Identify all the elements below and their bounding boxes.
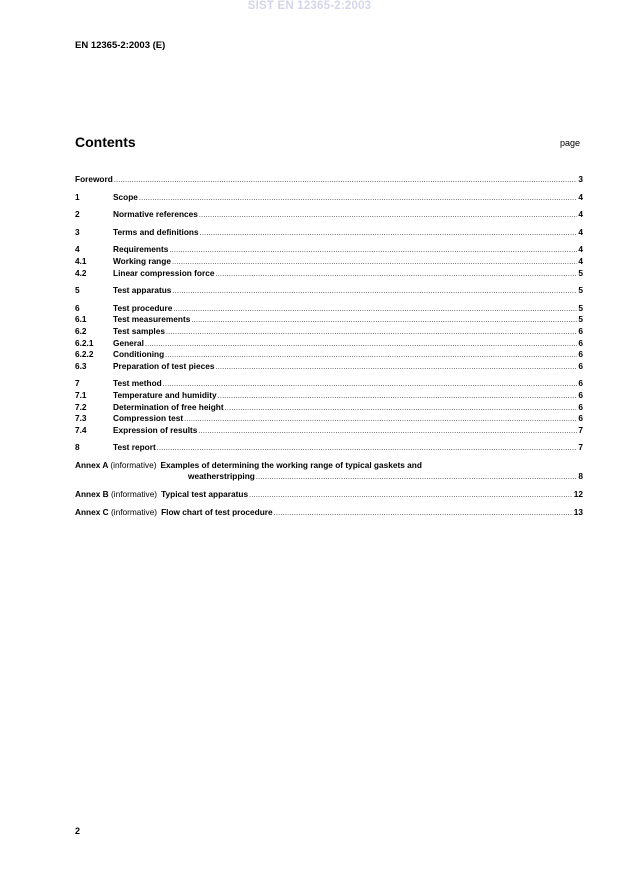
toc-entry-number: 3 (75, 226, 80, 237)
toc-entry-number: 1 (75, 191, 80, 202)
toc-entry-6-3[interactable] (75, 361, 583, 373)
toc-entry-number: 6.1 (75, 314, 87, 325)
toc-entry-number: 6.3 (75, 360, 87, 371)
toc-entry-title: Compression test (113, 413, 184, 424)
leader-dots (256, 472, 578, 484)
toc-entry-page: 6 (578, 325, 583, 336)
annex-kind: (informative) (110, 506, 158, 517)
toc-entry-6-2[interactable] (75, 326, 583, 338)
toc-entry-page: 7 (578, 442, 583, 453)
toc-entry-7-2[interactable] (75, 402, 583, 414)
toc-entry-title: Foreword (75, 174, 113, 184)
toc-entry-7-1[interactable] (75, 390, 583, 402)
page-column-label: page (559, 138, 580, 148)
document-id: EN 12365-2:2003 (E) (75, 40, 166, 51)
toc-entry-page: 4 (578, 244, 583, 255)
leader-dots (215, 269, 577, 281)
toc-entry-3[interactable] (75, 227, 583, 239)
toc-entry-number: 6.2.1 (75, 337, 94, 348)
leader-dots (249, 490, 573, 502)
toc-entry-page: 5 (578, 314, 583, 325)
toc-entry-title: Working range (113, 255, 171, 266)
contents-title: Contents (75, 134, 136, 150)
annex-label: Annex A (75, 459, 109, 470)
toc-entry-number: 7.4 (75, 424, 87, 435)
table-of-contents (75, 174, 583, 518)
toc-entry-number: 7.2 (75, 401, 87, 412)
toc-entry-annex-b[interactable] (75, 489, 583, 501)
toc-entry-title: Test procedure (113, 302, 173, 313)
toc-entry-6-2-2[interactable] (75, 349, 583, 361)
toc-entry-page: 4 (578, 255, 583, 266)
toc-entry-2[interactable] (75, 209, 583, 221)
toc-entry-1[interactable] (75, 192, 583, 204)
toc-entry-title: Terms and definitions (113, 226, 199, 237)
leader-dots (200, 228, 578, 240)
toc-entry-number: 4.2 (75, 267, 87, 278)
toc-entry-number: 6.2 (75, 325, 87, 336)
toc-entry-4-1[interactable] (75, 256, 583, 268)
toc-entry-8[interactable] (75, 442, 583, 454)
toc-entry-page: 6 (578, 349, 583, 360)
toc-entry-title: Test method (113, 378, 162, 389)
leader-dots (172, 286, 577, 298)
toc-entry-title: Preparation of test pieces (113, 360, 215, 371)
toc-entry-title: Normative references (113, 209, 198, 220)
leader-dots (215, 362, 577, 374)
toc-entry-page: 7 (578, 424, 583, 435)
toc-entry-page: 13 (573, 506, 583, 517)
toc-entry-title: Determination of free height (113, 401, 224, 412)
toc-entry-title: Linear compression force (113, 267, 215, 278)
toc-entry-page: 12 (573, 489, 583, 500)
toc-entry-7-4[interactable] (75, 425, 583, 437)
toc-entry-number: 7.1 (75, 389, 87, 400)
toc-entry-title: Conditioning (113, 349, 165, 360)
toc-entry-6-2-1[interactable] (75, 338, 583, 350)
annex-label: Annex B (75, 489, 109, 500)
toc-entry-page: 6 (578, 337, 583, 348)
toc-entry-number: 7.3 (75, 413, 87, 424)
leader-dots (157, 443, 578, 455)
toc-entry-page: 4 (578, 191, 583, 202)
toc-entry-annex-a[interactable] (75, 460, 583, 472)
toc-entry-title: Test measurements (113, 314, 191, 325)
watermark: SIST EN 12365-2:2003 (247, 0, 372, 12)
annex-kind: (informative) (110, 489, 158, 500)
toc-entry-page: 4 (578, 226, 583, 237)
toc-entry-number: 4.1 (75, 255, 87, 266)
toc-entry-page: 5 (578, 302, 583, 313)
toc-entry-title: Expression of results (113, 424, 198, 435)
leader-dots (274, 508, 573, 520)
toc-entry-title: Test report (113, 442, 156, 453)
toc-entry-page: 4 (578, 209, 583, 220)
toc-entry-page: 8 (578, 471, 583, 482)
toc-entry-number: 5 (75, 285, 80, 296)
toc-entry-annex-c[interactable] (75, 507, 583, 519)
toc-entry-annex-a-continued[interactable] (75, 471, 583, 483)
toc-entry-number: 7 (75, 378, 80, 389)
annex-label: Annex C (75, 506, 109, 517)
toc-entry-page: 6 (578, 360, 583, 371)
leader-dots (199, 210, 578, 222)
toc-entry-6-1[interactable] (75, 314, 583, 326)
leader-dots (198, 426, 577, 438)
toc-entry-title: Test samples (113, 325, 165, 336)
toc-entry-page: 6 (578, 378, 583, 389)
toc-entry-7[interactable] (75, 378, 583, 390)
toc-entry-5[interactable] (75, 285, 583, 297)
toc-entry-title: Typical test apparatus (161, 489, 249, 500)
toc-entry-number: 4 (75, 244, 80, 255)
toc-entry-7-3[interactable] (75, 413, 583, 425)
annex-kind: (informative) (110, 459, 157, 470)
toc-entry-number: 6 (75, 302, 80, 313)
toc-entry-title: Requirements (113, 244, 169, 255)
toc-entry-title: Scope (113, 191, 138, 202)
toc-entry-title: General (113, 337, 144, 348)
toc-entry-number: 6.2.2 (75, 349, 94, 360)
leader-dots (139, 193, 577, 205)
leader-dots (114, 175, 578, 187)
toc-entry-page: 6 (578, 401, 583, 412)
toc-entry-title: Flow chart of test procedure (161, 506, 273, 517)
toc-entry-title: weatherstripping (188, 471, 255, 482)
toc-entry-page: 5 (578, 285, 583, 296)
page-number: 2 (75, 826, 81, 836)
toc-entry-6[interactable] (75, 303, 583, 315)
toc-entry-page: 5 (578, 267, 583, 278)
toc-entry-page: 6 (578, 413, 583, 424)
toc-entry-title: Examples of determining the working range of typical gaskets and (160, 459, 422, 470)
toc-entry-foreword[interactable] (75, 174, 583, 186)
toc-entry-4-2[interactable] (75, 268, 583, 280)
toc-entry-4[interactable] (75, 244, 583, 256)
toc-entry-title: Temperature and humidity (113, 389, 217, 400)
toc-entry-number: 2 (75, 209, 80, 220)
toc-entry-page: 3 (578, 174, 583, 184)
toc-entry-page: 6 (578, 389, 583, 400)
toc-entry-title: Test apparatus (113, 285, 172, 296)
toc-entry-number: 8 (75, 442, 80, 453)
